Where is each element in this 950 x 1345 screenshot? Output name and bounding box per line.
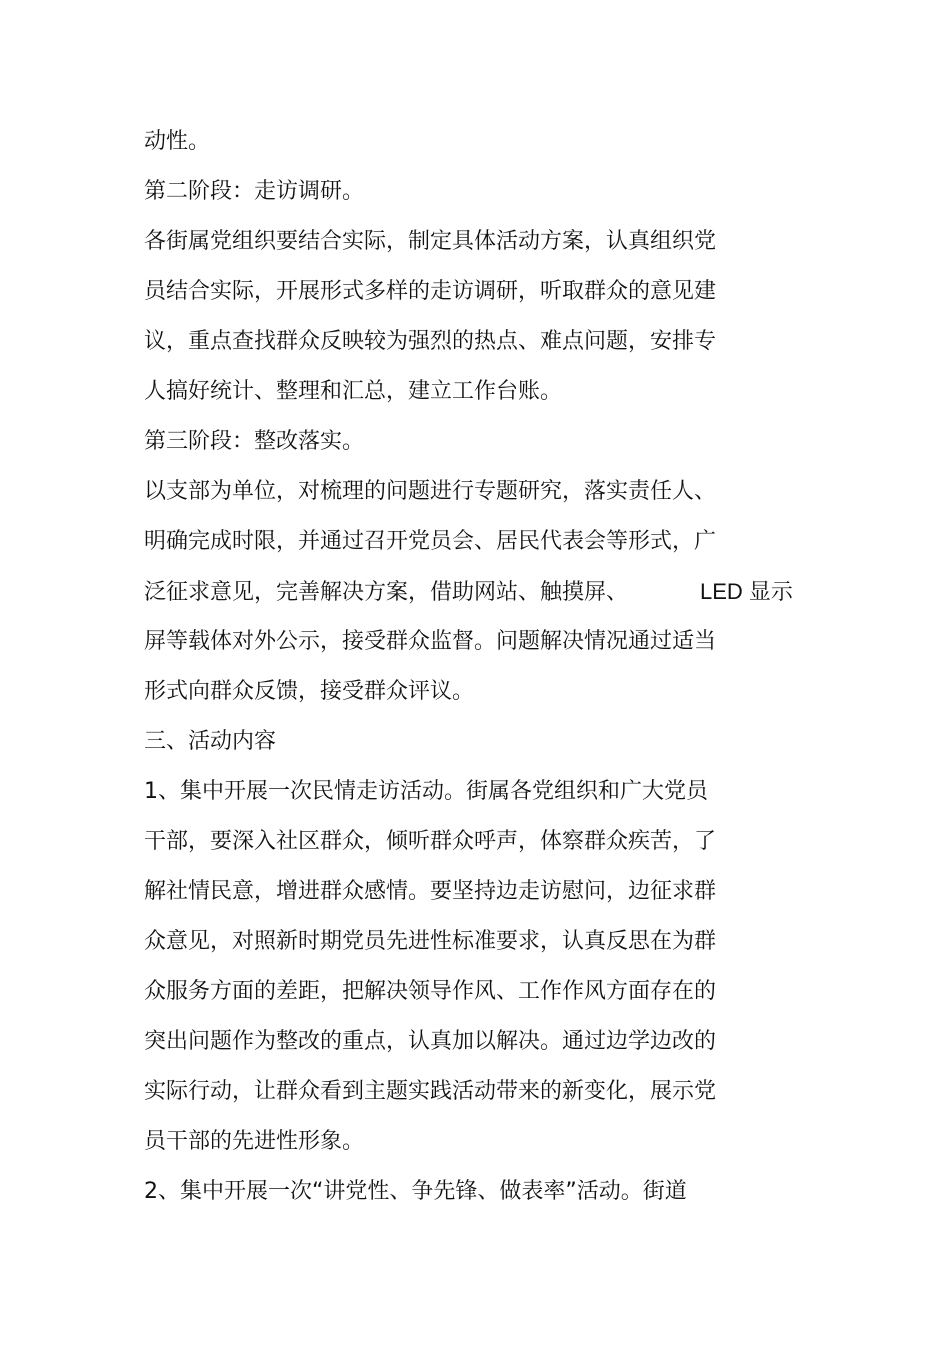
text-line: 突出问题作为整改的重点，认真加以解决。通过边学边改的 <box>144 1029 717 1054</box>
text-line: 明确完成时限，并通过召开党员会、居民代表会等形式，广 <box>144 529 717 554</box>
text-line: 干部，要深入社区群众，倾听群众呼声，体察群众疾苦，了 <box>144 829 717 854</box>
text-line: 员干部的先进性形象。 <box>144 1129 365 1154</box>
text-line-with-led <box>144 575 793 609</box>
text-line: 屏等载体对外公示，接受群众监督。问题解决情况通过适当 <box>144 629 717 654</box>
text-line: 形式向群众反馈，接受群众评议。 <box>144 679 475 704</box>
text-line: 2、集中开展一次“讲党性、争先锋、做表率”活动。街道 <box>144 1179 687 1204</box>
text-line: 各街属党组织要结合实际，制定具体活动方案，认真组织党 <box>144 229 717 254</box>
section-heading: 三、活动内容 <box>144 729 277 754</box>
text-line: 以支部为单位，对梳理的问题进行专题研究，落实责任人、 <box>144 479 717 504</box>
text-line: 员结合实际，开展形式多样的走访调研，听取群众的意见建 <box>144 279 717 304</box>
text-line: 议，重点查找群众反映较为强烈的热点、难点问题，安排专 <box>144 329 717 354</box>
display-text: 显示 <box>748 580 793 605</box>
text-line: 第三阶段：整改落实。 <box>144 429 365 454</box>
text-line: 人搞好统计、整理和汇总，建立工作台账。 <box>144 379 563 404</box>
led-text: LED <box>700 579 743 604</box>
text-line: 1、集中开展一次民情走访活动。街属各党组织和广大党员 <box>144 779 708 804</box>
text-line: 解社情民意，增进群众感情。要坚持边走访慰问，边征求群 <box>144 879 717 904</box>
text-line: 第二阶段：走访调研。 <box>144 179 365 204</box>
text-line: 众服务方面的差距，把解决领导作风、工作作风方面存在的 <box>144 979 717 1004</box>
text-line: 动性。 <box>144 129 211 154</box>
text-line: 众意见，对照新时期党员先进性标准要求，认真反思在为群 <box>144 929 717 954</box>
text-segment: 泛征求意见，完善解决方案，借助网站、触摸屏、 <box>144 580 629 605</box>
text-line: 实际行动，让群众看到主题实践活动带来的新变化，展示党 <box>144 1079 717 1104</box>
